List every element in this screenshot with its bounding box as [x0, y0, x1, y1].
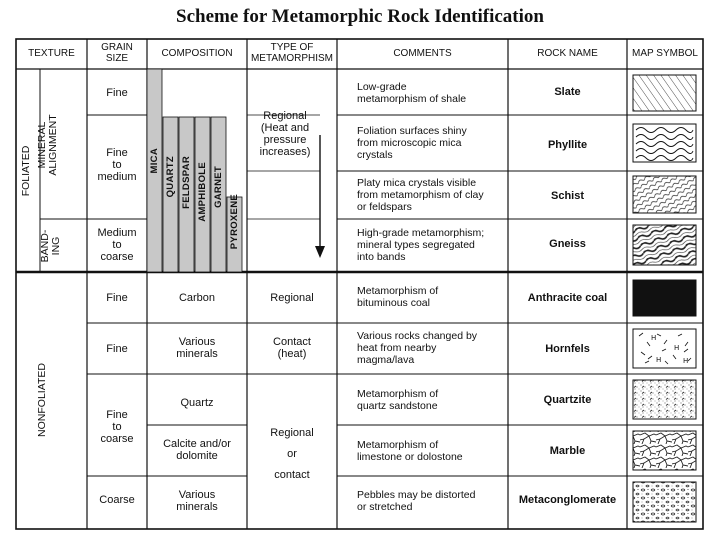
rock-schist: Schist	[550, 190, 584, 202]
header-rock-name: ROCK NAME	[537, 48, 598, 59]
comment-hornfels: Various rocks changed by heat from nearby magma/lava	[357, 330, 478, 366]
composition-hornfels: Various minerals	[176, 336, 218, 360]
metaconglomerate-symbol	[633, 482, 696, 522]
slate-symbol	[633, 75, 696, 111]
rock-hornfels: Hornfels	[545, 343, 590, 355]
page-title: Scheme for Metamorphic Rock Identification	[176, 6, 544, 27]
comment-gneiss: High-grade metamorphism; mineral types segregated into bands	[357, 227, 485, 263]
composition-calcite: Calcite and/or dolomite	[163, 438, 231, 462]
gneiss-symbol	[633, 225, 696, 265]
rock-gneiss: Gneiss	[549, 238, 586, 250]
mineral-label-amphibole: AMPHIBOLE	[197, 162, 208, 222]
metamorphism-regional-or-contact: Regional or contact	[270, 427, 314, 481]
mineral-label-quartz: QUARTZ	[165, 156, 176, 198]
metamorphism-regional: Regional	[270, 292, 314, 304]
marble-symbol	[633, 431, 696, 470]
texture-nonfoliated: NONFOLIATED	[36, 363, 48, 437]
rock-quartzite: Quartzite	[543, 394, 592, 406]
svg-text:H: H	[683, 357, 689, 365]
comment-phyllite: Foliation surfaces shiny from microscopic mica crystals	[357, 125, 467, 161]
rock-metaconglomerate: Metaconglomerate	[518, 494, 617, 506]
grain-fine-hornfels: Fine	[106, 343, 128, 355]
grain-fine-anthracite: Fine	[106, 292, 128, 304]
grain-fine-to-coarse: Fine to coarse	[100, 409, 134, 445]
comment-anthracite: Metamorphism of bituminous coal	[357, 285, 439, 309]
rock-slate: Slate	[554, 86, 581, 98]
mineral-label-feldspar: FELDSPAR	[181, 156, 192, 209]
composition-metaconglomerate: Various minerals	[176, 489, 218, 513]
header-type-of-metamorphism: TYPE OF METAMORPHISM	[250, 42, 334, 64]
mineral-label-mica: MICA	[149, 148, 160, 174]
texture-mineral-alignment: MINERAL ALIGNMENT	[36, 114, 59, 176]
grain-fine: Fine	[106, 87, 128, 99]
mineral-label-garnet: GARNET	[213, 166, 224, 208]
rock-anthracite: Anthracite coal	[527, 292, 608, 304]
header-grain-size: GRAIN SIZE	[101, 42, 133, 64]
grain-fine-to-medium: Fine to medium	[97, 147, 137, 183]
comment-slate: Low-grade metamorphism of shale	[357, 81, 467, 105]
comment-schist: Platy mica crystals visible from metamorphism of clay or feldspars	[357, 177, 484, 213]
comment-marble: Metamorphism of limestone or dolostone	[357, 439, 463, 463]
texture-foliated: FOLIATED	[20, 145, 32, 197]
anthracite-symbol	[633, 280, 696, 316]
svg-text:H: H	[674, 344, 680, 352]
metamorphism-contact: Contact (heat)	[273, 336, 311, 360]
header-map-symbol: MAP SYMBOL	[632, 48, 698, 59]
texture-banding: BAND- ING	[39, 229, 62, 263]
comment-metaconglomerate: Pebbles may be distorted or stretched	[357, 489, 476, 513]
quartzite-symbol	[633, 380, 696, 419]
composition-carbon: Carbon	[178, 292, 216, 304]
schist-symbol	[633, 176, 696, 213]
grain-coarse: Coarse	[99, 494, 135, 506]
rock-marble: Marble	[549, 445, 586, 457]
svg-text:H: H	[656, 356, 662, 364]
foliated-metamorphism: Regional (Heat and pressure increases)	[259, 110, 311, 158]
svg-text:H: H	[651, 334, 657, 342]
rock-phyllite: Phyllite	[547, 139, 588, 151]
header-composition: COMPOSITION	[161, 48, 233, 59]
header-comments: COMMENTS	[393, 48, 452, 59]
composition-quartz: Quartz	[180, 397, 214, 409]
mineral-label-pyroxene: PYROXENE	[229, 194, 240, 250]
hornfels-symbol	[633, 329, 696, 368]
comment-quartzite: Metamorphism of quartz sandstone	[357, 388, 439, 412]
phyllite-symbol	[633, 124, 696, 162]
grain-medium-to-coarse: Medium to coarse	[97, 227, 137, 263]
header-texture: TEXTURE	[28, 48, 75, 59]
